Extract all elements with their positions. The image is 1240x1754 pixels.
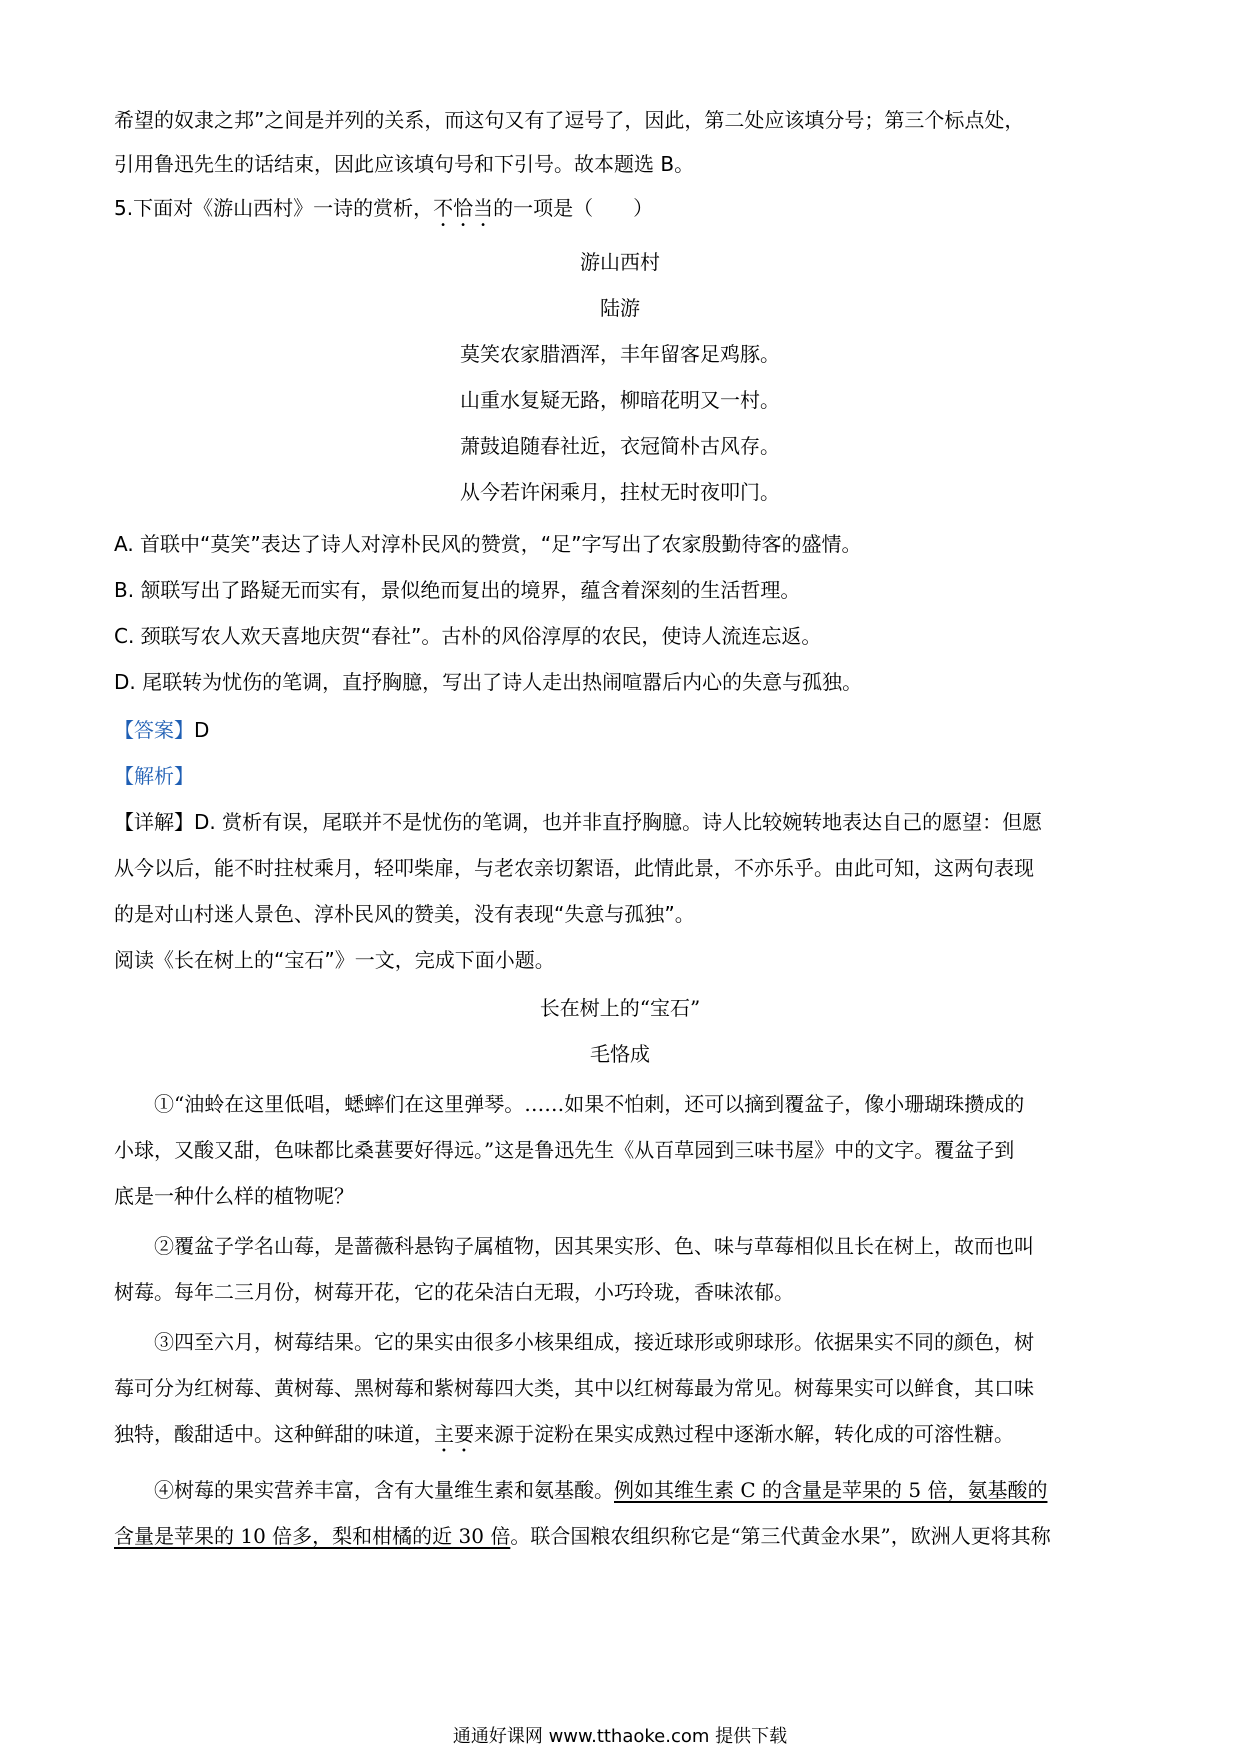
article-p2-line-1: ②覆盆子学名山莓，是蔷薇科悬钩子属植物，因其果实形、色、味与草莓相似且长在树上，故而也叫	[154, 1234, 1034, 1258]
article-p4-line-2	[114, 1522, 1051, 1550]
article-p3-text-a: 独特，酸甜适中。这种鲜甜的味道，	[114, 1422, 434, 1446]
question-5-prefix: 5.下面对《游山西村》一诗的赏析，	[114, 196, 434, 220]
answer-label: 【答案】	[114, 718, 194, 742]
article-p3-emphasis: 主要	[434, 1422, 474, 1446]
poem-line: 莫笑农家腊酒浑，丰年留客足鸡豚。	[460, 342, 780, 366]
detail-label: 【详解】	[114, 810, 194, 834]
article-title: 长在树上的“宝石”	[539, 996, 701, 1020]
article-p4-text-b: 。联合国粮农组织称它是“第三代黄金水果”，欧洲人更将其称	[510, 1524, 1051, 1548]
article-p3-text-b: 来源于淀粉在果实成熟过程中逐渐水解，转化成的可溶性糖。	[474, 1422, 1014, 1446]
reading-intro: 阅读《长在树上的“宝石”》一文，完成下面小题。	[114, 948, 555, 972]
article-p1-line-1: ①“油蛉在这里低唱，蟋蟀们在这里弹琴。……如果不怕刺，还可以摘到覆盆子，像小珊瑚珠攒成的	[154, 1092, 1025, 1116]
detail-line-1	[114, 808, 1042, 836]
question-5-suffix: 的一项是（ ）	[493, 196, 654, 220]
article-p1-line-2: 小球，又酸又甜，色味都比桑葚要好得远。”这是鲁迅先生《从百草园到三味书屋》中的文字。覆盆子到	[114, 1138, 1015, 1162]
article-p2-line-2: 树莓。每年二三月份，树莓开花，它的花朵洁白无瑕，小巧玲珑，香味浓郁。	[114, 1280, 794, 1304]
article-p3-line-3	[114, 1420, 1014, 1457]
option-c: C. 颈联写农人欢天喜地庆贺“春社”。古朴的风俗淳厚的农民，使诗人流连忘返。	[114, 624, 822, 648]
poem-line: 萧鼓追随春社近，衣冠简朴古风存。	[460, 434, 780, 458]
option-a: A. 首联中“莫笑”表达了诗人对淳朴民风的赞赏，“足”字写出了农家殷勤待客的盛情。	[114, 532, 862, 556]
question-5-emphasis: 不恰当	[433, 196, 494, 220]
option-d: D. 尾联转为忧伤的笔调，直抒胸臆，写出了诗人走出热闹喧嚣后内心的失意与孤独。	[114, 670, 863, 694]
answer-value: D	[194, 718, 210, 742]
article-p4-text-a: ④树莓的果实营养丰富，含有大量维生素和氨基酸。	[154, 1478, 614, 1502]
question-5	[114, 194, 653, 231]
poem-author: 陆游	[600, 296, 640, 320]
article-p3-line-1: ③四至六月，树莓结果。它的果实由很多小核果组成，接近球形或卵球形。依据果实不同的颜色，树	[154, 1330, 1034, 1354]
article-p1-line-3: 底是一种什么样的植物呢？	[114, 1184, 354, 1208]
article-author: 毛恪成	[590, 1042, 650, 1066]
footer-credit: 通通好课网 www.tthaoke.com 提供下载	[452, 1726, 788, 1747]
prev-answer-line-2: 引用鲁迅先生的话结束，因此应该填句号和下引号。故本题选 B。	[114, 152, 695, 176]
poem-line: 从今若许闲乘月，拄杖无时夜叩门。	[460, 480, 780, 504]
option-b: B. 颔联写出了路疑无而实有，景似绝而复出的境界，蕴含着深刻的生活哲理。	[114, 578, 801, 602]
detail-line-2: 从今以后，能不时拄杖乘月，轻叩柴扉，与老农亲切絮语，此情此景，不亦乐乎。由此可知，这两句表现	[114, 856, 1034, 880]
article-p4-line-1	[154, 1476, 1047, 1504]
answer-line	[114, 716, 209, 744]
article-p3-line-2: 莓可分为红树莓、黄树莓、黑树莓和紫树莓四大类，其中以红树莓最为常见。树莓果实可以鲜食，其口味	[114, 1376, 1034, 1400]
detail-line-3: 的是对山村迷人景色、淳朴民风的赞美，没有表现“失意与孤独”。	[114, 902, 695, 926]
article-p4-underlined-2: 含量是苹果的 10 倍多，梨和柑橘的近 30 倍	[114, 1524, 511, 1548]
prev-answer-line-1: 希望的奴隶之邦”之间是并列的关系，而这句又有了逗号了，因此，第二处应该填分号；第三个标点处，	[114, 108, 1025, 132]
poem-title: 游山西村	[580, 250, 660, 274]
article-p4-underlined-1: 例如其维生素 C 的含量是苹果的 5 倍，氨基酸的	[614, 1478, 1048, 1502]
detail-text-1: D. 赏析有误，尾联并不是忧伤的笔调，也并非直抒胸臆。诗人比较婉转地表达自己的愿望：但愿	[194, 810, 1043, 834]
analysis-label: 【解析】	[114, 764, 194, 788]
poem-line: 山重水复疑无路，柳暗花明又一村。	[460, 388, 780, 412]
